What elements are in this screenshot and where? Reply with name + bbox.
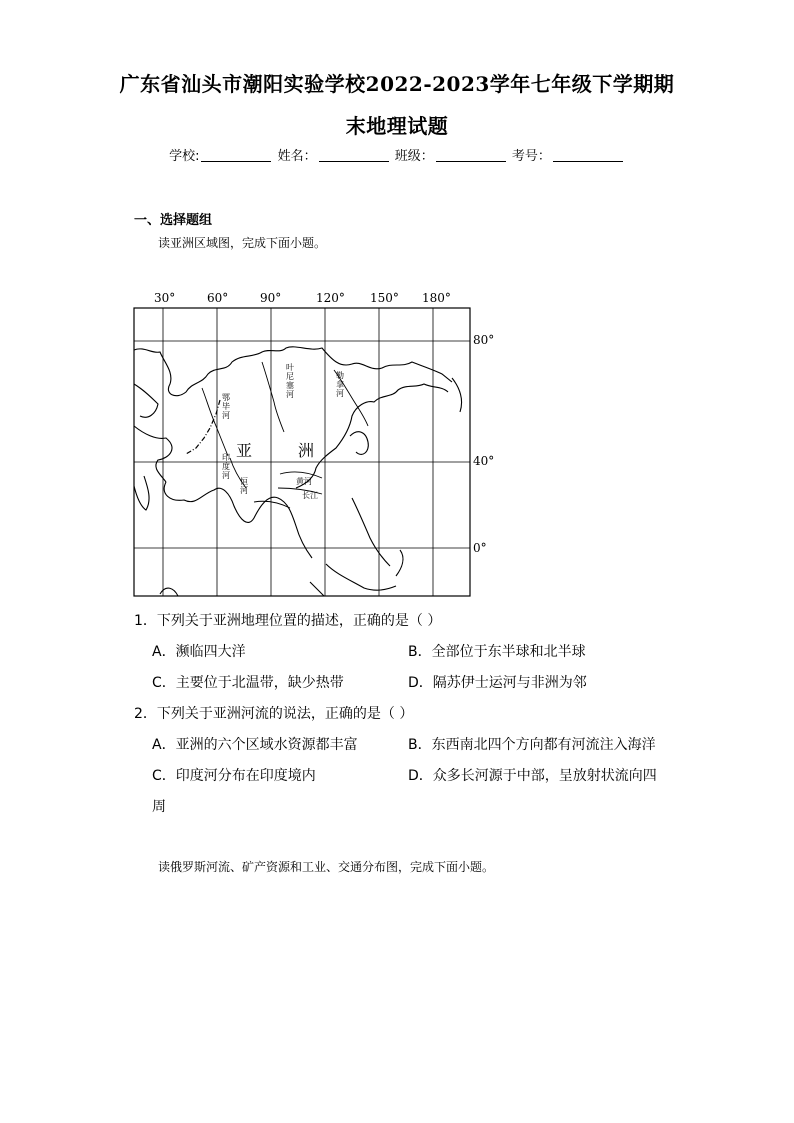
- river-label-yangtze: 长江: [302, 491, 318, 500]
- lon-label-120: 120°: [316, 291, 345, 305]
- school-label: 学校:: [169, 149, 200, 164]
- lon-label-180: 180°: [422, 291, 451, 305]
- school-blank[interactable]: [201, 161, 271, 162]
- page-title-line2: 末地理试题: [345, 114, 449, 138]
- lon-label-150: 150°: [370, 291, 399, 305]
- question-2-option-d[interactable]: D．众多长河源于中部，呈放射状流向四: [408, 768, 657, 784]
- name-blank[interactable]: [319, 161, 389, 162]
- river-label-ob: 鄂毕河: [222, 393, 230, 420]
- asia-europe-boundary: [186, 400, 220, 454]
- question-2-option-a[interactable]: A．亚洲的六个区域水资源都丰富: [152, 737, 358, 753]
- exam-no-label: 考号：: [511, 149, 551, 164]
- question-1-option-d[interactable]: D．隔苏伊士运河与非洲为邻: [408, 675, 587, 691]
- question-group-intro-2: 读俄罗斯河流、矿产资源和工业、交通分布图，完成下面小题。: [158, 860, 495, 874]
- river-label-yenisei: 叶尼塞河: [286, 363, 294, 399]
- river-label-ganges: 恒河: [240, 477, 248, 495]
- student-info-row: [0, 145, 794, 164]
- question-2-option-c[interactable]: C．印度河分布在印度境内: [152, 768, 316, 784]
- region-label-ya: 亚: [236, 441, 253, 460]
- river-label-yellow: 黄河: [296, 477, 312, 486]
- question-2-stem: 2．下列关于亚洲河流的说法，正确的是（ ）: [134, 706, 414, 722]
- river-label-indus: 印度河: [222, 453, 230, 480]
- question-2-option-d-wrap: 周: [152, 799, 166, 815]
- class-blank[interactable]: [436, 161, 506, 162]
- question-group-intro: 读亚洲区域图，完成下面小题。: [158, 236, 327, 250]
- question-1-option-b[interactable]: B．全部位于东半球和北半球: [408, 644, 586, 660]
- river-label-group: [222, 362, 344, 500]
- question-1-option-a[interactable]: A．濒临四大洋: [152, 644, 246, 660]
- class-label: 班级：: [394, 149, 434, 164]
- question-2-option-b[interactable]: B．东西南北四个方向都有河流注入海洋: [408, 737, 656, 753]
- lon-label-60: 60°: [207, 291, 229, 305]
- river-label-lena: 勒拿河: [336, 371, 344, 398]
- lon-label-30: 30°: [154, 291, 176, 305]
- region-label-zhou: 洲: [298, 441, 315, 460]
- section-heading: 一、选择题组: [134, 213, 213, 228]
- lon-label-90: 90°: [260, 291, 282, 305]
- lat-label-80: 80°: [473, 333, 495, 347]
- question-1-option-c[interactable]: C．主要位于北温带，缺少热带: [152, 675, 344, 691]
- lat-label-40: 40°: [473, 454, 495, 468]
- question-1-stem: 1．下列关于亚洲地理位置的描述，正确的是（ ）: [134, 613, 442, 629]
- exam-no-blank[interactable]: [553, 161, 623, 162]
- asia-region-map: [130, 288, 500, 600]
- coastlines: [134, 347, 462, 596]
- name-label: 姓名：: [277, 149, 317, 164]
- page-title-line1: 广东省汕头市潮阳实验学校2022-2023学年七年级下学期期: [119, 72, 675, 96]
- lat-label-0: 0°: [473, 541, 487, 555]
